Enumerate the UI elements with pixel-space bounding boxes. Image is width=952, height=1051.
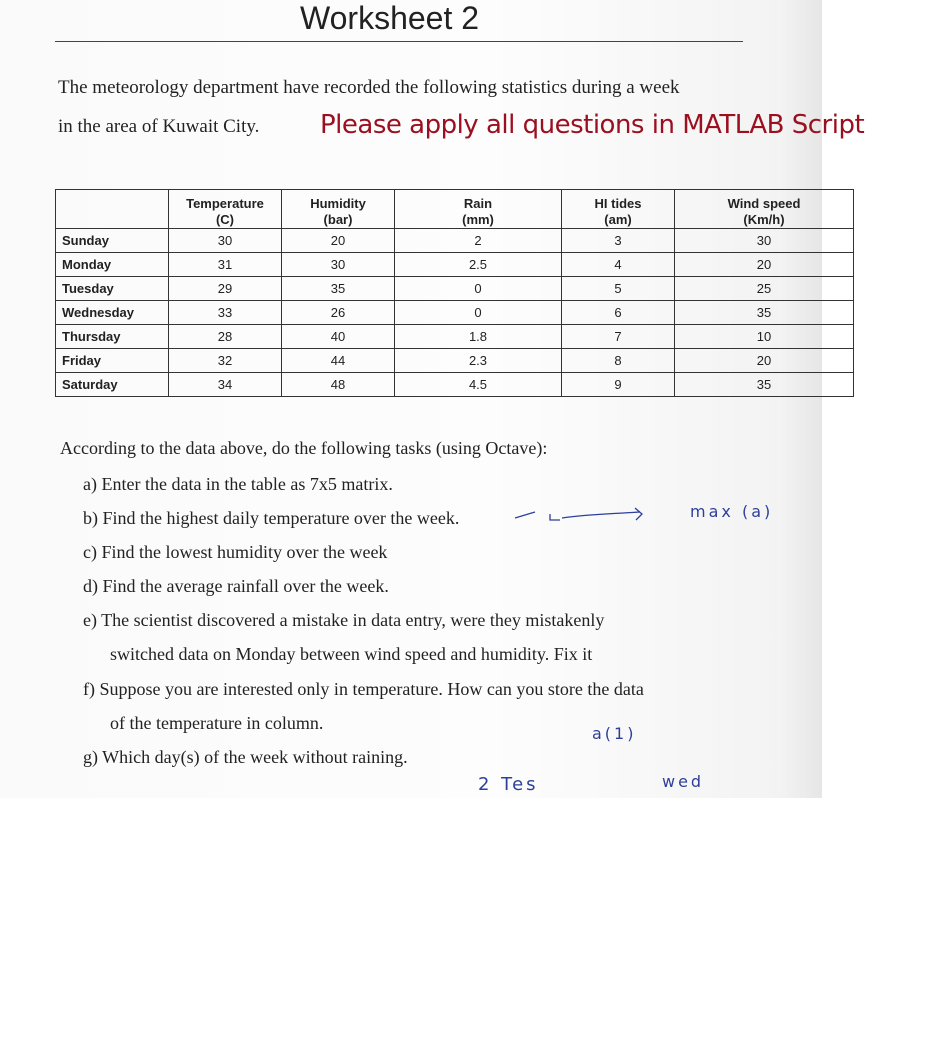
value-cell: 28 [169, 325, 282, 349]
weather-table [55, 189, 854, 397]
task-e: e) The scientist discovered a mistake in data entry, were they mistakenly [83, 610, 605, 630]
table-row [56, 349, 854, 373]
day-cell: Saturday [56, 373, 169, 397]
value-cell: 20 [675, 253, 854, 277]
intro-line-1: The meteorology department have recorded the following statistics during a week [58, 77, 680, 98]
value-cell: 32 [169, 349, 282, 373]
header-label: HI tides [594, 196, 642, 211]
handwritten-arrow [510, 500, 690, 530]
header-label: Humidity [310, 196, 366, 211]
column-header [282, 190, 395, 229]
value-cell: 30 [675, 229, 854, 253]
value-cell: 0 [395, 301, 562, 325]
handwritten-tues: 2 Tes [478, 774, 539, 795]
intro-line-2: in the area of Kuwait City. [58, 116, 260, 137]
header-unit: (C) [215, 212, 235, 227]
value-cell: 2 [395, 229, 562, 253]
header-unit: (bar) [323, 212, 353, 227]
value-cell: 29 [169, 277, 282, 301]
value-cell: 25 [675, 277, 854, 301]
table-row [56, 325, 854, 349]
task-a: a) Enter the data in the table as 7x5 matrix. [83, 474, 393, 494]
value-cell: 0 [395, 277, 562, 301]
value-cell: 26 [282, 301, 395, 325]
value-cell: 4.5 [395, 373, 562, 397]
header-unit: (Km/h) [743, 212, 785, 227]
tasks-intro: According to the data above, do the following tasks (using Octave): [60, 438, 548, 458]
column-header [56, 190, 169, 229]
value-cell: 2.5 [395, 253, 562, 277]
value-cell: 31 [169, 253, 282, 277]
page-title: Worksheet 2 [300, 0, 480, 36]
value-cell: 4 [562, 253, 675, 277]
table-row [56, 301, 854, 325]
value-cell: 5 [562, 277, 675, 301]
value-cell: 9 [562, 373, 675, 397]
table-row [56, 373, 854, 397]
value-cell: 20 [282, 229, 395, 253]
value-cell: 35 [675, 301, 854, 325]
handwritten-max: max (a) [690, 502, 774, 521]
day-cell: Thursday [56, 325, 169, 349]
day-cell: Monday [56, 253, 169, 277]
header-unit: (am) [604, 212, 632, 227]
value-cell: 1.8 [395, 325, 562, 349]
value-cell: 7 [562, 325, 675, 349]
task-d: d) Find the average rainfall over the week. [83, 576, 389, 596]
task-e-cont: switched data on Monday between wind speed and humidity. Fix it [110, 644, 593, 664]
day-cell: Tuesday [56, 277, 169, 301]
value-cell: 35 [282, 277, 395, 301]
header-unit: (mm) [462, 212, 494, 227]
task-f: f) Suppose you are interested only in temperature. How can you store the data [83, 679, 644, 699]
value-cell: 44 [282, 349, 395, 373]
task-f-cont: of the temperature in column. [110, 713, 324, 733]
value-cell: 20 [675, 349, 854, 373]
table-row [56, 229, 854, 253]
task-c: c) Find the lowest humidity over the week [83, 542, 388, 562]
column-header [395, 190, 562, 229]
title-divider [55, 41, 743, 42]
value-cell: 30 [282, 253, 395, 277]
value-cell: 10 [675, 325, 854, 349]
task-b: b) Find the highest daily temperature over the week. [83, 508, 460, 528]
column-header [562, 190, 675, 229]
value-cell: 30 [169, 229, 282, 253]
task-g: g) Which day(s) of the week without raining. [83, 747, 408, 767]
table-row [56, 277, 854, 301]
value-cell: 3 [562, 229, 675, 253]
column-header [169, 190, 282, 229]
value-cell: 35 [675, 373, 854, 397]
table-row [56, 253, 854, 277]
matlab-note: Please apply all questions in MATLAB Script [320, 110, 865, 140]
value-cell: 6 [562, 301, 675, 325]
value-cell: 48 [282, 373, 395, 397]
value-cell: 33 [169, 301, 282, 325]
header-label: Wind speed [727, 196, 801, 211]
value-cell: 34 [169, 373, 282, 397]
value-cell: 40 [282, 325, 395, 349]
handwritten-a1: a(1) [592, 724, 637, 743]
header-label: Temperature [186, 196, 264, 211]
day-cell: Friday [56, 349, 169, 373]
value-cell: 2.3 [395, 349, 562, 373]
day-cell: Sunday [56, 229, 169, 253]
handwritten-wed: wed [662, 772, 705, 791]
day-cell: Wednesday [56, 301, 169, 325]
column-header [675, 190, 854, 229]
header-label: Rain [463, 196, 493, 211]
value-cell: 8 [562, 349, 675, 373]
